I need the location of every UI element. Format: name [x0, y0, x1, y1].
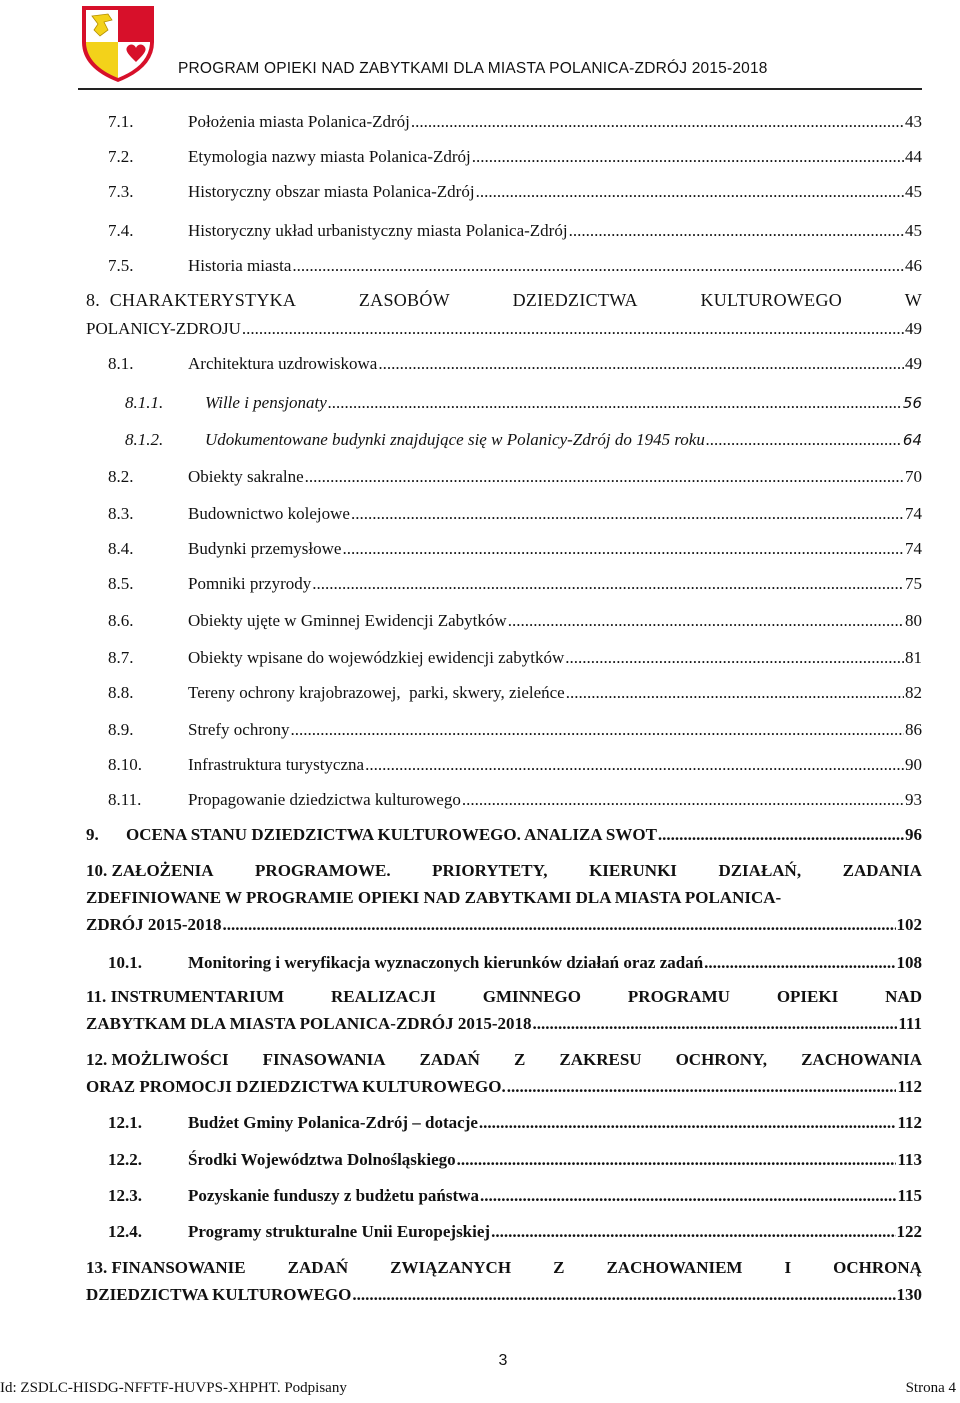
- toc-entry[interactable]: [86, 574, 922, 600]
- toc-leader: [342, 539, 904, 559]
- header-title: PROGRAM OPIEKI NAD ZABYTKAMI DLA MIASTA POLANICA-ZDRÓJ 2015-2018: [178, 60, 768, 77]
- toc-entry[interactable]: [86, 1186, 922, 1212]
- toc-title-word: Z: [513, 1050, 526, 1069]
- toc-title-word: FINASOWANIA: [262, 1050, 386, 1069]
- page-header: [0, 0, 960, 90]
- toc-number: 10.: [86, 861, 108, 880]
- toc-entry[interactable]: [86, 182, 922, 208]
- toc-page: 111: [898, 1014, 922, 1033]
- toc-page: 90: [905, 755, 922, 774]
- toc-title-word: DZIEDZICTWA: [512, 290, 638, 310]
- toc-number: 8.5.: [108, 574, 134, 593]
- toc-number: 8.6.: [108, 611, 134, 630]
- toc-leader: [352, 1285, 895, 1305]
- toc-title-word: MOŻLIWOŚCI: [111, 1050, 229, 1069]
- toc-title: Architektura uzdrowiskowa: [188, 354, 378, 373]
- page-number: 3: [498, 1352, 508, 1369]
- toc-title-word: OCHRONY,: [675, 1050, 768, 1069]
- toc-page: 96: [905, 825, 922, 844]
- toc-entry[interactable]: [86, 393, 922, 419]
- toc-title: Pozyskanie funduszy z budżetu państwa: [188, 1186, 479, 1205]
- toc-leader: [242, 319, 904, 339]
- toc-entry[interactable]: [86, 539, 922, 565]
- header-divider: [78, 88, 922, 90]
- toc-entry-heading-line[interactable]: [86, 1258, 922, 1278]
- toc-page: 46: [905, 256, 922, 275]
- toc-entry[interactable]: [86, 504, 922, 530]
- toc-title-word: W: [904, 290, 922, 310]
- toc-page: 70: [905, 467, 922, 486]
- toc-number: 9.: [86, 825, 99, 844]
- toc-title: POLANICY-ZDROJU: [86, 319, 241, 338]
- toc-title-word: ZADAŃ: [419, 1050, 480, 1069]
- toc-title: DZIEDZICTWA KULTUROWEGO: [86, 1285, 352, 1304]
- toc-title: Historyczny obszar miasta Polanica-Zdrój: [188, 182, 475, 201]
- toc-leader: [472, 147, 904, 167]
- toc-entry[interactable]: [86, 953, 922, 979]
- toc-page: 49: [905, 319, 922, 338]
- toc-title-word: Z: [553, 1258, 565, 1277]
- toc-leader: [491, 1222, 895, 1242]
- toc-title-word: REALIZACJI: [330, 987, 436, 1006]
- toc-leader: [569, 221, 904, 241]
- toc-entry-continuation[interactable]: [86, 1014, 922, 1040]
- toc-entry-continuation: ZDEFINIOWANE W PROGRAMIE OPIEKI NAD ZABYTKAMI DLA MIASTA POLANICA-: [86, 888, 782, 907]
- toc-entry[interactable]: [86, 112, 922, 138]
- toc-title-word: FINANSOWANIE: [111, 1258, 246, 1277]
- toc-title: Budżet Gminy Polanica-Zdrój – dotacje: [188, 1113, 478, 1132]
- toc-entry[interactable]: [86, 648, 922, 674]
- toc-leader: [706, 430, 902, 450]
- toc-page: 113: [897, 1150, 922, 1169]
- toc-number: 8.9.: [108, 720, 134, 739]
- toc-title-word: ZWIĄZANYCH: [390, 1258, 512, 1277]
- toc-leader: [476, 182, 904, 202]
- toc-number: 12.2.: [108, 1150, 142, 1169]
- toc-title-word: ZACHOWANIA: [801, 1050, 922, 1069]
- toc-entry-heading-line[interactable]: [86, 290, 922, 311]
- toc-leader: [223, 915, 896, 935]
- polanica-coat-of-arms-logo: [78, 2, 158, 84]
- toc-leader: [411, 112, 904, 132]
- toc-title-word: PROGRAMU: [627, 987, 730, 1006]
- toc-entry[interactable]: [86, 1222, 922, 1248]
- toc-entry[interactable]: [86, 430, 922, 456]
- toc-page: 43: [905, 112, 922, 131]
- toc-number: 8.3.: [108, 504, 134, 523]
- toc-page: 80: [905, 611, 922, 630]
- toc-title-word: ZAŁOŻENIA: [111, 861, 214, 880]
- toc-entry-continuation[interactable]: [86, 319, 922, 345]
- toc-title: Programy strukturalne Unii Europejskiej: [188, 1222, 491, 1241]
- toc-page: 49: [905, 354, 922, 373]
- toc-title-word: GMINNEGO: [482, 987, 581, 1006]
- toc-page: 86: [905, 720, 922, 739]
- document-id: Id: ZSDLC-HISDG-NFFTF-HUVPS-XHPHT. Podpisany: [0, 1380, 347, 1396]
- toc-title-word: ZASOBÓW: [358, 290, 450, 310]
- toc-leader: [658, 825, 904, 845]
- toc-entry-heading-line[interactable]: [86, 987, 922, 1007]
- toc-entry[interactable]: [86, 683, 922, 709]
- toc-page: 115: [897, 1186, 922, 1205]
- toc-number: 8.2.: [108, 467, 134, 486]
- toc-number: 12.3.: [108, 1186, 142, 1205]
- toc-title: Obiekty ujęte w Gminnej Ewidencji Zabytków: [188, 611, 507, 630]
- toc-entry[interactable]: [86, 790, 922, 816]
- toc-page: 74: [905, 539, 922, 558]
- toc-entry[interactable]: [86, 755, 922, 781]
- toc-page: 75: [905, 574, 922, 593]
- toc-leader: [305, 467, 904, 487]
- toc-entry[interactable]: [86, 467, 922, 493]
- toc-number: 11.: [86, 987, 107, 1006]
- toc-page: 112: [897, 1077, 922, 1096]
- toc-title-word: KIERUNKI: [589, 861, 677, 880]
- toc-title-word: PRIORYTETY,: [432, 861, 548, 880]
- toc-title-word: CHARAKTERYSTYKA: [109, 290, 297, 310]
- toc-entry-continuation[interactable]: [86, 1285, 922, 1311]
- toc-title-word: ZAKRESU: [559, 1050, 642, 1069]
- toc-number: 8.8.: [108, 683, 134, 702]
- toc-number: 8.10.: [108, 755, 142, 774]
- toc-page: 74: [905, 504, 922, 523]
- toc-title: Wille i pensjonaty: [205, 393, 327, 412]
- toc-title-word: PROGRAMOWE.: [255, 861, 391, 880]
- toc-page: 45: [905, 221, 922, 240]
- page-footer: [0, 1380, 960, 1402]
- toc-number: 12.: [86, 1050, 108, 1069]
- toc-leader: [328, 393, 902, 413]
- toc-entry[interactable]: [86, 221, 922, 247]
- toc-title-word: NAD: [885, 987, 922, 1006]
- toc-title-word: ZADANIA: [842, 861, 922, 880]
- toc-page: 44: [905, 147, 922, 166]
- toc-leader: [292, 256, 904, 276]
- toc-title-word: KULTUROWEGO: [700, 290, 843, 310]
- toc-leader: [365, 755, 904, 775]
- toc-leader: [479, 1113, 897, 1133]
- toc-page: 45: [905, 182, 922, 201]
- toc-number: 12.4.: [108, 1222, 142, 1241]
- toc-page: 93: [905, 790, 922, 809]
- toc-leader: [508, 611, 904, 631]
- toc-number: 8.: [86, 290, 101, 310]
- toc-title-word: DZIAŁAŃ,: [718, 861, 802, 880]
- toc-leader: [462, 790, 904, 810]
- toc-leader: [378, 354, 904, 374]
- toc-leader: [704, 953, 895, 973]
- toc-title-word: OPIEKI: [776, 987, 839, 1006]
- toc-title: Obiekty sakralne: [188, 467, 304, 486]
- toc-entry[interactable]: [86, 1150, 922, 1176]
- toc-title: Historyczny układ urbanistyczny miasta Polanica-Zdrój: [188, 221, 568, 240]
- toc-title: Infrastruktura turystyczna: [188, 755, 365, 774]
- toc-number: 13.: [86, 1258, 108, 1277]
- toc-page: 108: [896, 953, 922, 972]
- toc-entry-continuation[interactable]: [86, 1077, 922, 1103]
- toc-title: Etymologia nazwy miasta Polanica-Zdrój: [188, 147, 471, 166]
- toc-title-word: I: [784, 1258, 792, 1277]
- toc-leader: [566, 683, 904, 703]
- toc-entry[interactable]: [86, 1113, 922, 1139]
- toc-number: 7.2.: [108, 147, 134, 166]
- page-indicator: Strona 4: [905, 1380, 956, 1396]
- toc-page: 81: [905, 648, 922, 667]
- toc-title: ORAZ PROMOCJI DZIEDZICTWA KULTUROWEGO.: [86, 1077, 506, 1096]
- toc-leader: [565, 648, 904, 668]
- toc-title: Pomniki przyrody: [188, 574, 312, 593]
- toc-title: Historia miasta: [188, 256, 292, 275]
- toc-title: Środki Województwa Dolnośląskiego: [188, 1150, 456, 1169]
- toc-entry-heading-line[interactable]: [86, 861, 922, 881]
- toc-number: 7.1.: [108, 112, 134, 131]
- toc-entry[interactable]: [86, 147, 922, 173]
- toc-title: Propagowanie dziedzictwa kulturowego: [188, 790, 461, 809]
- toc-entry[interactable]: [86, 256, 922, 282]
- toc-title-word: INSTRUMENTARIUM: [110, 987, 285, 1006]
- toc-title: Udokumentowane budynki znajdujące się w Polanicy-Zdrój do 1945 roku: [205, 430, 705, 449]
- toc-number: 7.3.: [108, 182, 134, 201]
- toc-page: 64: [902, 431, 922, 449]
- toc-number: 8.7.: [108, 648, 134, 667]
- toc-title: Obiekty wpisane do wojewódzkiej ewidencji zabytków: [188, 648, 565, 667]
- toc-entry-continuation[interactable]: [86, 915, 922, 941]
- toc-title: ZDRÓJ 2015-2018: [86, 915, 222, 934]
- toc-number: 7.5.: [108, 256, 134, 275]
- toc-entry-heading-line[interactable]: [86, 1050, 922, 1070]
- toc-page: 130: [896, 1285, 922, 1304]
- toc-leader: [351, 504, 904, 524]
- toc-leader: [457, 1150, 897, 1170]
- toc-title-word: ZADAŃ: [287, 1258, 349, 1277]
- toc-title: Budownictwo kolejowe: [188, 504, 350, 523]
- toc-number: 8.4.: [108, 539, 134, 558]
- toc-title: ZABYTKAM DLA MIASTA POLANICA-ZDRÓJ 2015-2018: [86, 1014, 532, 1033]
- toc-title: Monitoring i weryfikacja wyznaczonych kierunków działań oraz zadań: [188, 953, 704, 972]
- toc-number: 10.1.: [108, 953, 142, 972]
- toc-page: 102: [896, 915, 922, 934]
- toc-page: 56: [902, 394, 922, 412]
- toc-title: Budynki przemysłowe: [188, 539, 342, 558]
- toc-page: 122: [896, 1222, 922, 1241]
- toc-entry[interactable]: [86, 354, 922, 380]
- toc-number: 8.1.: [108, 354, 134, 373]
- toc-page: 112: [897, 1113, 922, 1132]
- toc-number: 7.4.: [108, 221, 134, 240]
- toc-entry[interactable]: [86, 825, 922, 851]
- toc-number: 8.1.2.: [125, 430, 164, 449]
- toc-leader: [291, 720, 904, 740]
- toc-number: 8.1.1.: [125, 393, 164, 412]
- toc-page: 82: [905, 683, 922, 702]
- toc-entry[interactable]: [86, 720, 922, 746]
- toc-leader: [312, 574, 904, 594]
- toc-number: 8.11.: [108, 790, 142, 809]
- toc-title: Tereny ochrony krajobrazowej, parki, skwery, zieleńce: [188, 683, 565, 702]
- toc-title: Położenia miasta Polanica-Zdrój: [188, 112, 410, 131]
- toc-leader: [480, 1186, 896, 1206]
- toc-leader: [507, 1077, 897, 1097]
- toc-title-word: OCHRONĄ: [833, 1258, 922, 1277]
- toc-entry[interactable]: [86, 611, 922, 637]
- toc-title-word: ZACHOWANIEM: [606, 1258, 743, 1277]
- toc-number: 12.1.: [108, 1113, 142, 1132]
- toc-title: Strefy ochrony: [188, 720, 290, 739]
- toc-title: OCENA STANU DZIEDZICTWA KULTUROWEGO. ANALIZA SWOT: [126, 825, 657, 844]
- toc-leader: [533, 1014, 898, 1034]
